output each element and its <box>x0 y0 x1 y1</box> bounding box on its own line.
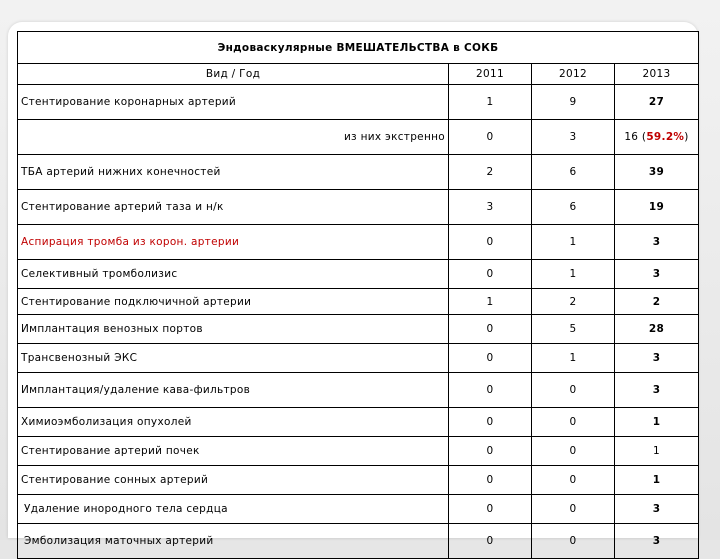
row-name: Имплантация венозных портов <box>18 315 449 344</box>
value-2012: 0 <box>532 408 615 437</box>
value-2011: 0 <box>449 466 532 495</box>
value-2013: 3 <box>615 373 699 408</box>
value-2012: 1 <box>532 260 615 289</box>
row-name: Имплантация/удаление кава-фильтров <box>18 373 449 408</box>
table-header-row <box>18 64 699 85</box>
value-2012: 1 <box>532 344 615 373</box>
value-2013: 3 <box>615 225 699 260</box>
value-2011: 3 <box>449 190 532 225</box>
value-2013: 3 <box>615 524 699 559</box>
table-row <box>18 495 699 524</box>
value-2013: 3 <box>615 260 699 289</box>
value-2013-close: ) <box>684 131 689 143</box>
value-2013: 28 <box>615 315 699 344</box>
table-row <box>18 85 699 120</box>
row-name: Эмболизация маточных артерий <box>18 524 449 559</box>
value-2012: 0 <box>532 437 615 466</box>
value-2011: 0 <box>449 437 532 466</box>
value-2012: 6 <box>532 190 615 225</box>
value-2013: 1 <box>615 437 699 466</box>
value-2011: 0 <box>449 260 532 289</box>
row-name: Селективный тромболизис <box>18 260 449 289</box>
value-2013-percent: 59.2% <box>646 131 685 143</box>
value-2013: 3 <box>615 495 699 524</box>
table-row <box>18 120 699 155</box>
value-2011: 0 <box>449 524 532 559</box>
table-row <box>18 524 699 559</box>
value-2012: 6 <box>532 155 615 190</box>
row-name: Стентирование артерий почек <box>18 437 449 466</box>
value-2011: 0 <box>449 344 532 373</box>
header-year-2012: 2012 <box>532 64 615 85</box>
table-row <box>18 190 699 225</box>
header-type-year: Вид / Год <box>18 64 449 85</box>
value-2011: 1 <box>449 289 532 315</box>
value-2013: 3 <box>615 344 699 373</box>
value-2012: 9 <box>532 85 615 120</box>
row-name: Стентирование коронарных артерий <box>18 85 449 120</box>
value-2013: 39 <box>615 155 699 190</box>
table-row <box>18 155 699 190</box>
value-2011: 0 <box>449 408 532 437</box>
table-row <box>18 466 699 495</box>
value-2013: 2 <box>615 289 699 315</box>
row-name: ТБА артерий нижних конечностей <box>18 155 449 190</box>
value-2013-count: 16 ( <box>624 131 647 143</box>
row-name: из них экстренно <box>18 120 449 155</box>
value-2011: 0 <box>449 120 532 155</box>
value-2012: 3 <box>532 120 615 155</box>
value-2012: 1 <box>532 225 615 260</box>
value-2011: 0 <box>449 495 532 524</box>
value-2011: 0 <box>449 225 532 260</box>
table-row <box>18 408 699 437</box>
header-year-2013: 2013 <box>615 64 699 85</box>
value-2013 <box>615 120 699 155</box>
value-2011: 0 <box>449 373 532 408</box>
table-title: Эндоваскулярные ВМЕШАТЕЛЬСТВА в СОКБ <box>18 32 699 64</box>
value-2013: 1 <box>615 408 699 437</box>
value-2011: 0 <box>449 315 532 344</box>
table-row <box>18 373 699 408</box>
row-name: Стентирование подключичной артерии <box>18 289 449 315</box>
table-row <box>18 344 699 373</box>
value-2012: 0 <box>532 495 615 524</box>
value-2013: 19 <box>615 190 699 225</box>
table-row <box>18 260 699 289</box>
interventions-table <box>17 31 699 559</box>
table-row <box>18 289 699 315</box>
row-name: Трансвенозный ЭКС <box>18 344 449 373</box>
value-2013: 27 <box>615 85 699 120</box>
value-2012: 5 <box>532 315 615 344</box>
value-2011: 2 <box>449 155 532 190</box>
value-2012: 0 <box>532 373 615 408</box>
row-name: Стентирование артерий таза и н/к <box>18 190 449 225</box>
table-row <box>18 315 699 344</box>
row-name: Аспирация тромба из корон. артерии <box>18 225 449 260</box>
row-name: Удаление инородного тела сердца <box>18 495 449 524</box>
value-2012: 0 <box>532 466 615 495</box>
value-2012: 0 <box>532 524 615 559</box>
row-name: Химиоэмболизация опухолей <box>18 408 449 437</box>
header-year-2011: 2011 <box>449 64 532 85</box>
table-title-row <box>18 32 699 64</box>
table-row <box>18 225 699 260</box>
row-name: Стентирование сонных артерий <box>18 466 449 495</box>
value-2011: 1 <box>449 85 532 120</box>
table-row <box>18 437 699 466</box>
value-2013: 1 <box>615 466 699 495</box>
value-2012: 2 <box>532 289 615 315</box>
